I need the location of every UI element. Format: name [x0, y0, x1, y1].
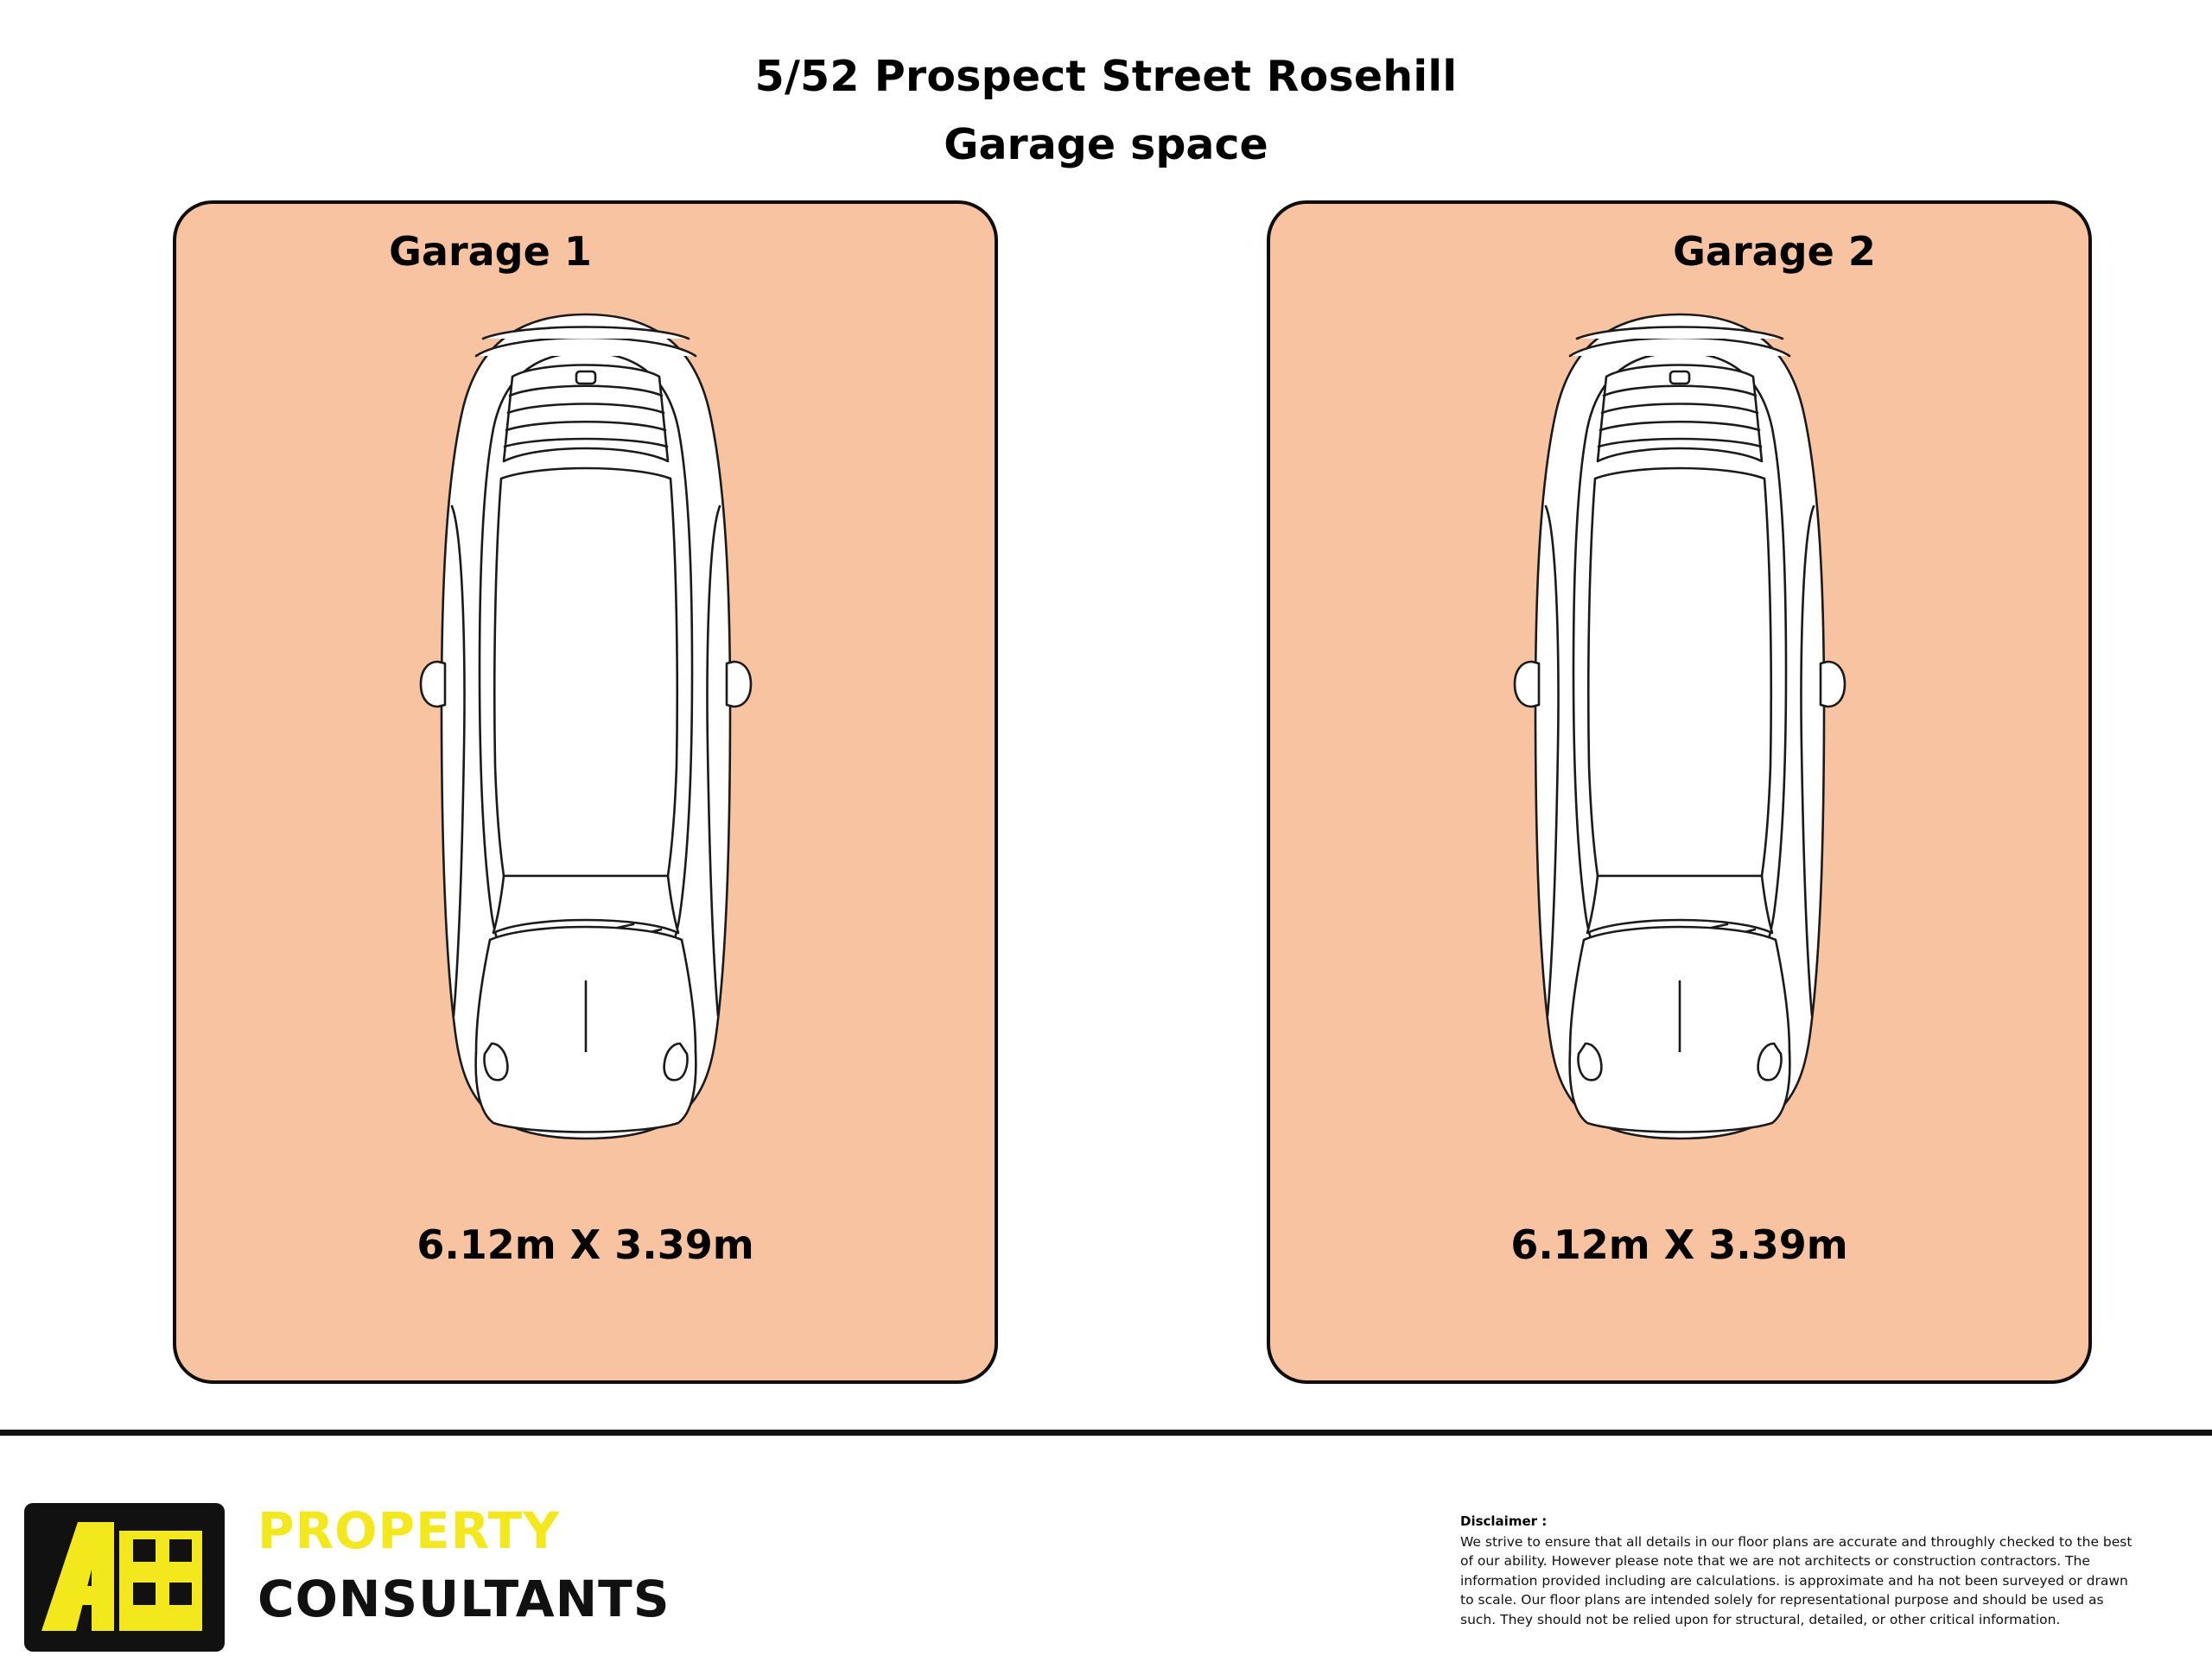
company-name: [257, 1501, 724, 1628]
disclaimer-block: [1460, 1513, 2143, 1629]
garage-bay-2: [1267, 200, 2092, 1384]
car-top-view-icon: [383, 299, 789, 1163]
disclaimer-text: We strive to ensure that all details in our floor plans are accurate and throughly checked to the best of our ability. However please note that we are not architects or construction contractors. The information provided including are calculations. is approximate and ha not been surveyed or drawn to scale. Our floor plans are intended solely for representational purpose and should be used as such. They should not be relied upon for structural, detailed, or other critical information.: [1460, 1534, 2133, 1627]
disclaimer-heading: Disclaimer :: [1460, 1513, 1548, 1529]
company-logo: [24, 1503, 733, 1654]
plan-subtitle: Garage space: [944, 120, 1268, 170]
logo-line-1: PROPERTY: [257, 1501, 561, 1560]
footer-divider: [0, 1430, 2212, 1436]
property-address: 5/52 Prospect Street Rosehill: [754, 52, 1458, 101]
garage-bay-2-dimensions: 6.12m X 3.39m: [1510, 1221, 1848, 1268]
garage-bay-1: [173, 200, 998, 1384]
car-top-view-icon: [1477, 299, 1883, 1163]
garage-bay-2-label: Garage 2: [1673, 228, 1876, 275]
ab-logo-icon: [24, 1503, 225, 1652]
garage-bay-1-label: Garage 1: [389, 228, 592, 275]
garage-bay-1-dimensions: 6.12m X 3.39m: [416, 1221, 754, 1268]
logo-line-2: CONSULTANTS: [257, 1569, 671, 1628]
page-title: [0, 50, 2212, 172]
